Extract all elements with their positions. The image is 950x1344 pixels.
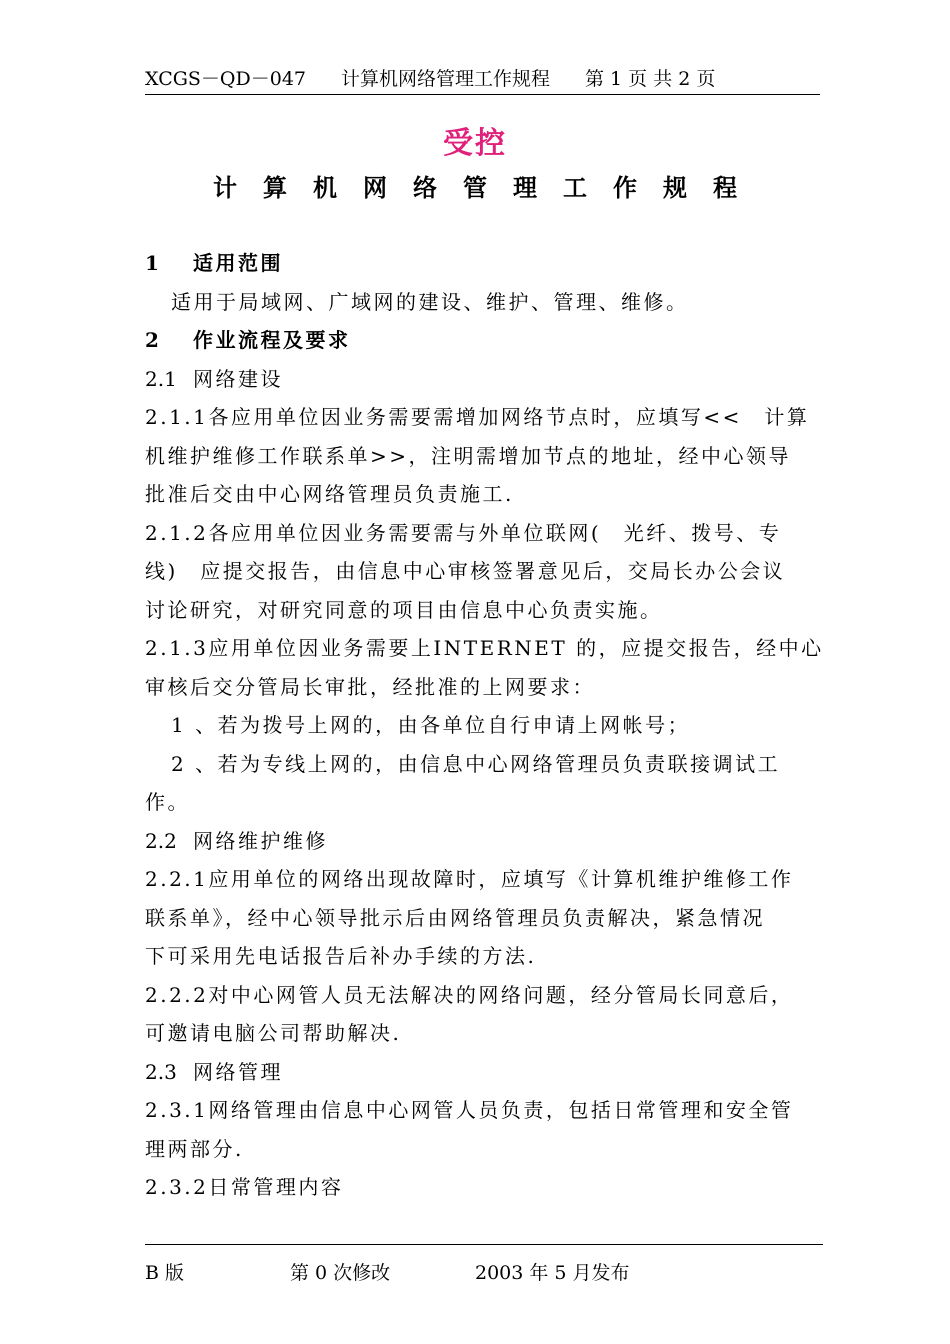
paragraph-line: 线) 应提交报告，由信息中心审核签署意见后，交局长办公会议	[145, 559, 786, 583]
subsection-number: 2.3	[145, 1059, 177, 1084]
paragraph-line: 理两部分.	[145, 1136, 244, 1161]
section-number: 2	[145, 328, 159, 352]
paragraph-line: 2.2.2对中心网管人员无法解决的网络问题，经分管局长同意后，	[145, 982, 794, 1007]
document-title: 计算机网络管理工作规程	[213, 173, 763, 202]
paragraph-line: 审核后交分管局长审批，经批准的上网要求：	[145, 674, 595, 699]
page-header	[145, 62, 820, 95]
paragraph-line: 2.1.2各应用单位因业务需要需与外单位联网( 光纤、拨号、专	[145, 520, 782, 545]
paragraph-line: 机维护维修工作联系单>>，注明需增加节点的地址，经中心领导	[145, 443, 792, 468]
subsection-title: 网络维护维修	[193, 828, 328, 853]
document-body	[145, 244, 824, 1207]
list-item: 2 、若为专线上网的，由信息中心网络管理员负责联接调试工	[171, 751, 781, 776]
section-heading	[145, 244, 815, 283]
section-title: 适用范围	[193, 251, 283, 275]
paragraph-line: 2.1.3应用单位因业务需要上INTERNET 的，应提交报告，经中心	[145, 636, 824, 660]
footer-revision: 第 0 次修改	[290, 1262, 391, 1284]
section-heading	[145, 321, 815, 360]
subsection-heading	[145, 822, 815, 861]
subsection-number: 2.1	[145, 366, 177, 391]
paragraph-line: 作。	[145, 790, 190, 814]
paragraph-line: 联系单》，经中心领导批示后由网络管理员负责解决，紧急情况	[145, 905, 765, 930]
paragraph-line: 批准后交由中心网络管理员负责施工.	[145, 482, 514, 506]
paragraph-line: 适用于局域网、广域网的建设、维护、管理、维修。	[171, 289, 689, 314]
section-number: 1	[145, 251, 159, 275]
subsection-number: 2.2	[145, 828, 177, 853]
subsection-heading	[145, 1053, 815, 1092]
paragraph-line: 2.2.1应用单位的网络出现故障时，应填写《计算机维护维修工作	[145, 867, 794, 891]
paragraph-line: 下可采用先电话报告后补办手续的方法.	[145, 944, 537, 968]
subsection-title: 网络管理	[193, 1059, 283, 1084]
paragraph-line: 讨论研究，对研究同意的项目由信息中心负责实施。	[145, 597, 663, 622]
subsection-heading	[145, 360, 815, 399]
paragraph-line: 2.1.1各应用单位因业务需要需增加网络节点时，应填写<< 计算	[145, 405, 810, 429]
controlled-stamp: 受控	[443, 126, 507, 161]
footer-release: 2003 年 5 月发布	[475, 1262, 630, 1284]
page-info: 第 1 页 共 2 页	[585, 68, 716, 90]
subsection-title: 网络建设	[193, 366, 283, 391]
paragraph-line: 2.3.1网络管理由信息中心网管人员负责，包括日常管理和安全管	[145, 1098, 794, 1122]
footer-version: B 版	[145, 1262, 185, 1284]
section-title: 作业流程及要求	[193, 328, 351, 352]
paragraph-line: 可邀请电脑公司帮助解决.	[145, 1021, 402, 1045]
list-item: 1 、若为拨号上网的，由各单位自行申请上网帐号；	[171, 713, 691, 737]
doc-code: XCGS－QD－047	[145, 68, 306, 90]
header-doc-title: 计算机网络管理工作规程	[341, 68, 551, 90]
footer-divider	[145, 1244, 823, 1245]
paragraph-line: 2.3.2日常管理内容	[145, 1175, 344, 1199]
